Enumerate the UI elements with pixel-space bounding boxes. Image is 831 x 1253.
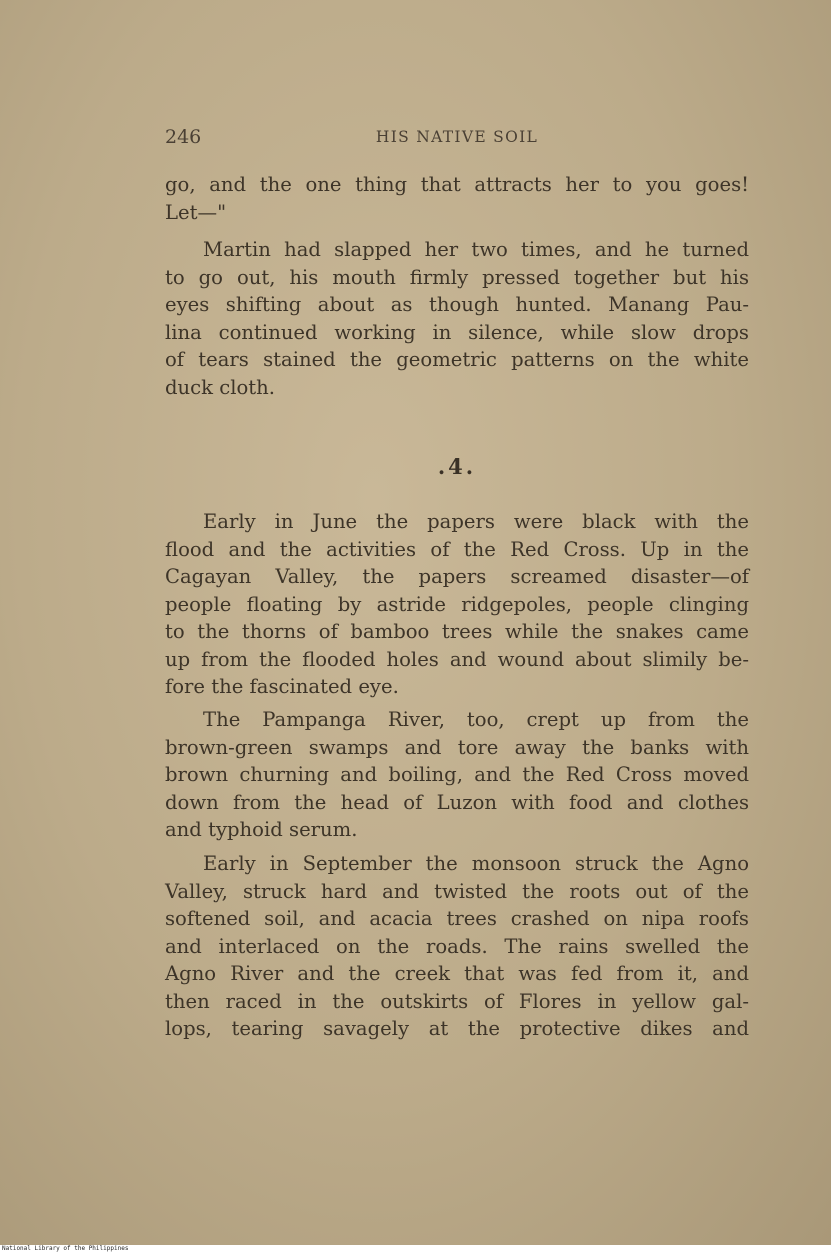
text-line: softened soil, and acacia trees crashed on nipa roofs — [165, 907, 749, 930]
section-number: .4. — [437, 454, 477, 479]
text-line: down from the head of Luzon with food and clothes — [165, 790, 749, 814]
text-line: Agno River and the creek that was fed from it, and — [165, 962, 749, 985]
paragraph-2 — [165, 236, 749, 401]
text-line: brown churning and boiling, and the Red Cross moved — [165, 763, 749, 786]
text-line: Early in September the monsoon struck the Agno — [203, 852, 749, 875]
text-line: to go out, his mouth firmly pressed together but his — [165, 265, 749, 289]
text-line: people floating by astride ridgepoles, people clinging — [165, 592, 749, 616]
text-line: and typhoid serum. — [165, 818, 358, 841]
text-line: Let—" — [165, 200, 227, 224]
paragraph-3 — [165, 508, 749, 701]
text-line: then raced in the outskirts of Flores in yellow gal- — [165, 989, 749, 1013]
text-line: Early in June the papers were black with the — [203, 510, 749, 533]
text-line: of tears stained the geometric patterns on the white — [165, 348, 749, 371]
text-line: go, and the one thing that attracts her to you goes! — [165, 173, 749, 196]
page-number: 246 — [165, 126, 202, 148]
text-line: to the thorns of bamboo trees while the snakes came — [165, 620, 749, 643]
paragraph-5 — [165, 850, 749, 1043]
text-line: lina continued working in silence, while slow drops — [165, 320, 749, 344]
text-line: duck cloth. — [165, 375, 275, 399]
paragraph-1 — [165, 171, 749, 226]
text-line: Valley, struck hard and twisted the roots out of the — [165, 879, 749, 903]
text-line: up from the flooded holes and wound about slimily be- — [165, 647, 749, 671]
text-line: Cagayan Valley, the papers screamed disaster—of — [165, 565, 749, 588]
text-line: eyes shifting about as though hunted. Manang Pau- — [165, 293, 749, 316]
footer-bar — [0, 1245, 831, 1253]
text-line: fore the fascinated eye. — [165, 675, 399, 698]
text-line: flood and the activities of the Red Cross. Up in the — [165, 537, 749, 561]
page-header — [165, 126, 749, 152]
text-line: and interlaced on the roads. The rains swelled the — [165, 934, 749, 958]
running-title: HIS NATIVE SOIL — [375, 128, 539, 146]
text-line: Martin had slapped her two times, and he turned — [203, 238, 749, 261]
text-line: The Pampanga River, too, crept up from the — [203, 708, 749, 731]
paragraph-4 — [165, 706, 749, 844]
library-credit: National Library of the Philippines — [2, 1245, 129, 1252]
text-line: lops, tearing savagely at the protective dikes and — [165, 1017, 749, 1040]
text-line: brown-green swamps and tore away the banks with — [165, 735, 749, 759]
